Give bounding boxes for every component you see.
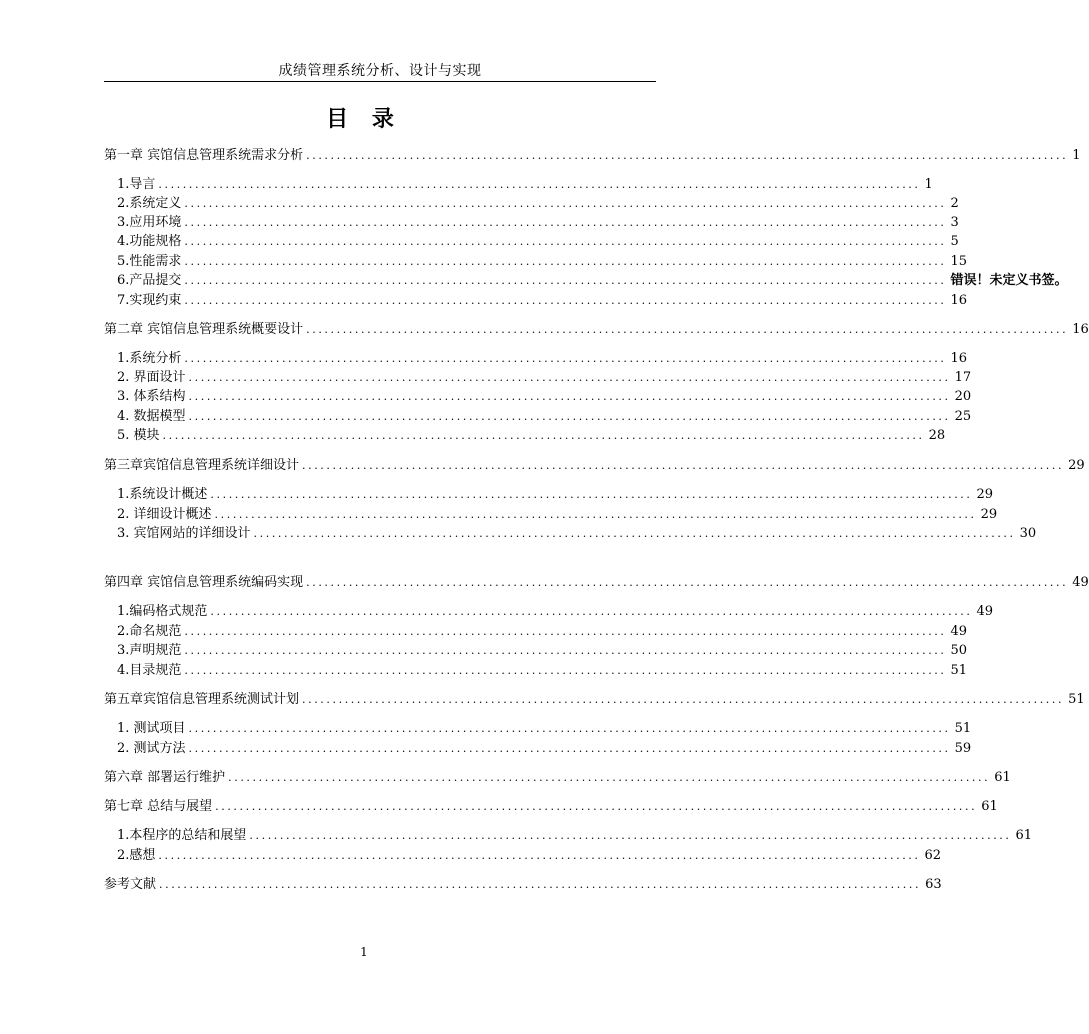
toc-entry-label: 第六章 部署运行维护	[104, 770, 226, 785]
toc-entry-label: 6.产品提交	[117, 273, 182, 288]
toc-dot-leader: .............................................................................................................................	[302, 693, 1065, 706]
toc-section-3-1[interactable]	[117, 485, 994, 505]
toc-section-4-1[interactable]	[117, 602, 994, 622]
toc-dot-leader: .............................................................................................................................	[253, 527, 1016, 540]
toc-section-2-3[interactable]	[117, 387, 972, 407]
toc-page-number: 49	[950, 624, 968, 639]
toc-chapter-3[interactable]	[104, 456, 1085, 476]
toc-dot-leader: .............................................................................................................................	[188, 371, 951, 384]
toc-section-2-5[interactable]	[117, 426, 946, 446]
toc-page-number: 49	[976, 604, 994, 619]
toc-section-5-2[interactable]	[117, 739, 972, 759]
toc-entry-label: 2. 详细设计概述	[117, 507, 212, 522]
toc-title: 目 录	[326, 107, 402, 132]
page-number: 1	[360, 945, 368, 959]
toc-entry-label: 第四章 宾馆信息管理系统编码实现	[104, 575, 304, 590]
toc-page-number: 30	[1019, 526, 1037, 541]
toc-entry-label: 3. 宾馆网站的详细设计	[117, 526, 251, 541]
toc-dot-leader: .............................................................................................................................	[184, 664, 947, 677]
toc-section-2-2[interactable]	[117, 368, 972, 388]
toc-page-number: 28	[928, 428, 946, 443]
toc-page-number: 20	[954, 389, 972, 404]
toc-page-number: 51	[950, 663, 968, 678]
toc-dot-leader: .............................................................................................................................	[158, 178, 921, 191]
toc-section-3-2[interactable]	[117, 505, 998, 525]
toc-section-4-3[interactable]	[117, 641, 968, 661]
toc-page-number: 51	[1068, 692, 1085, 707]
toc-page-number: 2	[950, 196, 959, 211]
toc-entry-label: 5. 模块	[117, 428, 160, 443]
toc-entry-label: 1.系统设计概述	[117, 487, 208, 502]
toc-chapter-7[interactable]	[104, 797, 998, 817]
toc-dot-leader: .............................................................................................................................	[188, 722, 951, 735]
toc-section-7-1[interactable]	[117, 826, 1033, 846]
toc-entry-label: 第二章 宾馆信息管理系统概要设计	[104, 322, 304, 337]
toc-dot-leader: .............................................................................................................................	[302, 459, 1065, 472]
toc-entry-label: 1.编码格式规范	[117, 604, 208, 619]
toc-dot-leader: .............................................................................................................................	[184, 294, 947, 307]
toc-entry-label: 2.命名规范	[117, 624, 182, 639]
toc-chapter-1[interactable]	[104, 146, 1081, 166]
toc-page-number: 25	[954, 409, 972, 424]
toc-dot-leader: .............................................................................................................................	[184, 235, 947, 248]
toc-entry-label: 5.性能需求	[117, 254, 182, 269]
toc-entry-label: 7.实现约束	[117, 293, 182, 308]
toc-dot-leader: .............................................................................................................................	[249, 829, 1012, 842]
toc-chapter-6[interactable]	[104, 768, 1011, 788]
toc-page-number: 51	[954, 721, 972, 736]
toc-dot-leader: .............................................................................................................................	[210, 605, 973, 618]
toc-page-number: 59	[954, 741, 972, 756]
toc-section-1-5[interactable]	[117, 252, 968, 272]
toc-dot-leader: .............................................................................................................................	[184, 625, 947, 638]
toc-dot-leader: .............................................................................................................................	[228, 771, 991, 784]
toc-section-1-2[interactable]	[117, 194, 959, 214]
toc-page-number: 1	[1072, 148, 1081, 163]
toc-section-4-2[interactable]	[117, 622, 968, 642]
toc-page-number: 16	[1072, 322, 1089, 337]
toc-section-4-4[interactable]	[117, 661, 968, 681]
toc-page-number: 29	[1068, 458, 1085, 473]
toc-page-number: 16	[950, 293, 968, 308]
toc-dot-leader: .............................................................................................................................	[215, 800, 978, 813]
toc-page-number: 29	[980, 507, 998, 522]
toc-section-1-6[interactable]	[117, 271, 1068, 291]
toc-dot-leader: .............................................................................................................................	[158, 849, 921, 862]
toc-section-1-1[interactable]	[117, 175, 933, 195]
toc-dot-leader: .............................................................................................................................	[306, 576, 1069, 589]
toc-page-number: 63	[925, 877, 942, 892]
toc-entry-label: 1.本程序的总结和展望	[117, 828, 247, 843]
toc-chapter-2[interactable]	[104, 320, 1089, 340]
toc-entry-label: 参考文献	[104, 877, 157, 892]
toc-page-number: 5	[950, 234, 959, 249]
toc-chapter-4[interactable]	[104, 573, 1089, 593]
toc-entry-label: 3.声明规范	[117, 643, 182, 658]
toc-page-number: 61	[1015, 828, 1033, 843]
toc-entry-label: 1.系统分析	[117, 351, 182, 366]
toc-entry-label: 4.目录规范	[117, 663, 182, 678]
running-header: 成绩管理系统分析、设计与实现	[278, 63, 482, 79]
toc-references[interactable]	[104, 875, 942, 895]
toc-section-1-7[interactable]	[117, 291, 968, 311]
toc-entry-label: 1.导言	[117, 177, 156, 192]
toc-dot-leader: .............................................................................................................................	[184, 216, 947, 229]
toc-entry-label: 2. 界面设计	[117, 370, 186, 385]
toc-page-number: 50	[950, 643, 968, 658]
toc-page-number: 16	[950, 351, 968, 366]
toc-dot-leader: .............................................................................................................................	[184, 274, 947, 287]
toc-section-2-1[interactable]	[117, 349, 968, 369]
toc-entry-label: 第五章宾馆信息管理系统测试计划	[104, 692, 300, 707]
toc-section-1-4[interactable]	[117, 232, 959, 252]
toc-dot-leader: .............................................................................................................................	[306, 323, 1069, 336]
toc-page-number: 17	[954, 370, 972, 385]
toc-page-number: 49	[1072, 575, 1089, 590]
toc-dot-leader: .............................................................................................................................	[184, 255, 947, 268]
toc-entry-label: 3. 体系结构	[117, 389, 186, 404]
toc-page-number: 15	[950, 254, 968, 269]
toc-dot-leader: .............................................................................................................................	[214, 508, 977, 521]
toc-dot-leader: .............................................................................................................................	[184, 644, 947, 657]
toc-entry-label: 3.应用环境	[117, 215, 182, 230]
toc-entry-label: 2.感想	[117, 848, 156, 863]
toc-dot-leader: .............................................................................................................................	[210, 488, 973, 501]
toc-section-7-2[interactable]	[117, 846, 942, 866]
toc-entry-label: 第一章 宾馆信息管理系统需求分析	[104, 148, 304, 163]
toc-page-number: 3	[950, 215, 959, 230]
toc-entry-label: 4. 数据模型	[117, 409, 186, 424]
toc-page-number: 61	[981, 799, 998, 814]
toc-dot-leader: .............................................................................................................................	[162, 429, 925, 442]
toc-dot-leader: .............................................................................................................................	[184, 352, 947, 365]
toc-section-3-3[interactable]	[117, 524, 1037, 544]
toc-entry-label: 第三章宾馆信息管理系统详细设计	[104, 458, 300, 473]
toc-entry-label: 4.功能规格	[117, 234, 182, 249]
toc-dot-leader: .............................................................................................................................	[159, 878, 922, 891]
toc-page-number: 61	[994, 770, 1011, 785]
toc-chapter-5[interactable]	[104, 690, 1085, 710]
toc-page-number: 29	[976, 487, 994, 502]
toc-dot-leader: .............................................................................................................................	[306, 149, 1069, 162]
toc-dot-leader: .............................................................................................................................	[188, 742, 951, 755]
toc-page-number: 62	[924, 848, 942, 863]
toc-bookmark-error: 错误！未定义书签。	[950, 273, 1068, 288]
toc-section-2-4[interactable]	[117, 407, 972, 427]
toc-entry-label: 第七章 总结与展望	[104, 799, 213, 814]
toc-dot-leader: .............................................................................................................................	[188, 390, 951, 403]
toc-entry-label: 1. 测试项目	[117, 721, 186, 736]
toc-page-number: 1	[924, 177, 933, 192]
header-rule	[104, 81, 656, 82]
toc-entry-label: 2. 测试方法	[117, 741, 186, 756]
toc-section-1-3[interactable]	[117, 213, 959, 233]
toc-section-5-1[interactable]	[117, 719, 972, 739]
toc-dot-leader: .............................................................................................................................	[184, 197, 947, 210]
toc-entry-label: 2.系统定义	[117, 196, 182, 211]
toc-dot-leader: .............................................................................................................................	[188, 410, 951, 423]
